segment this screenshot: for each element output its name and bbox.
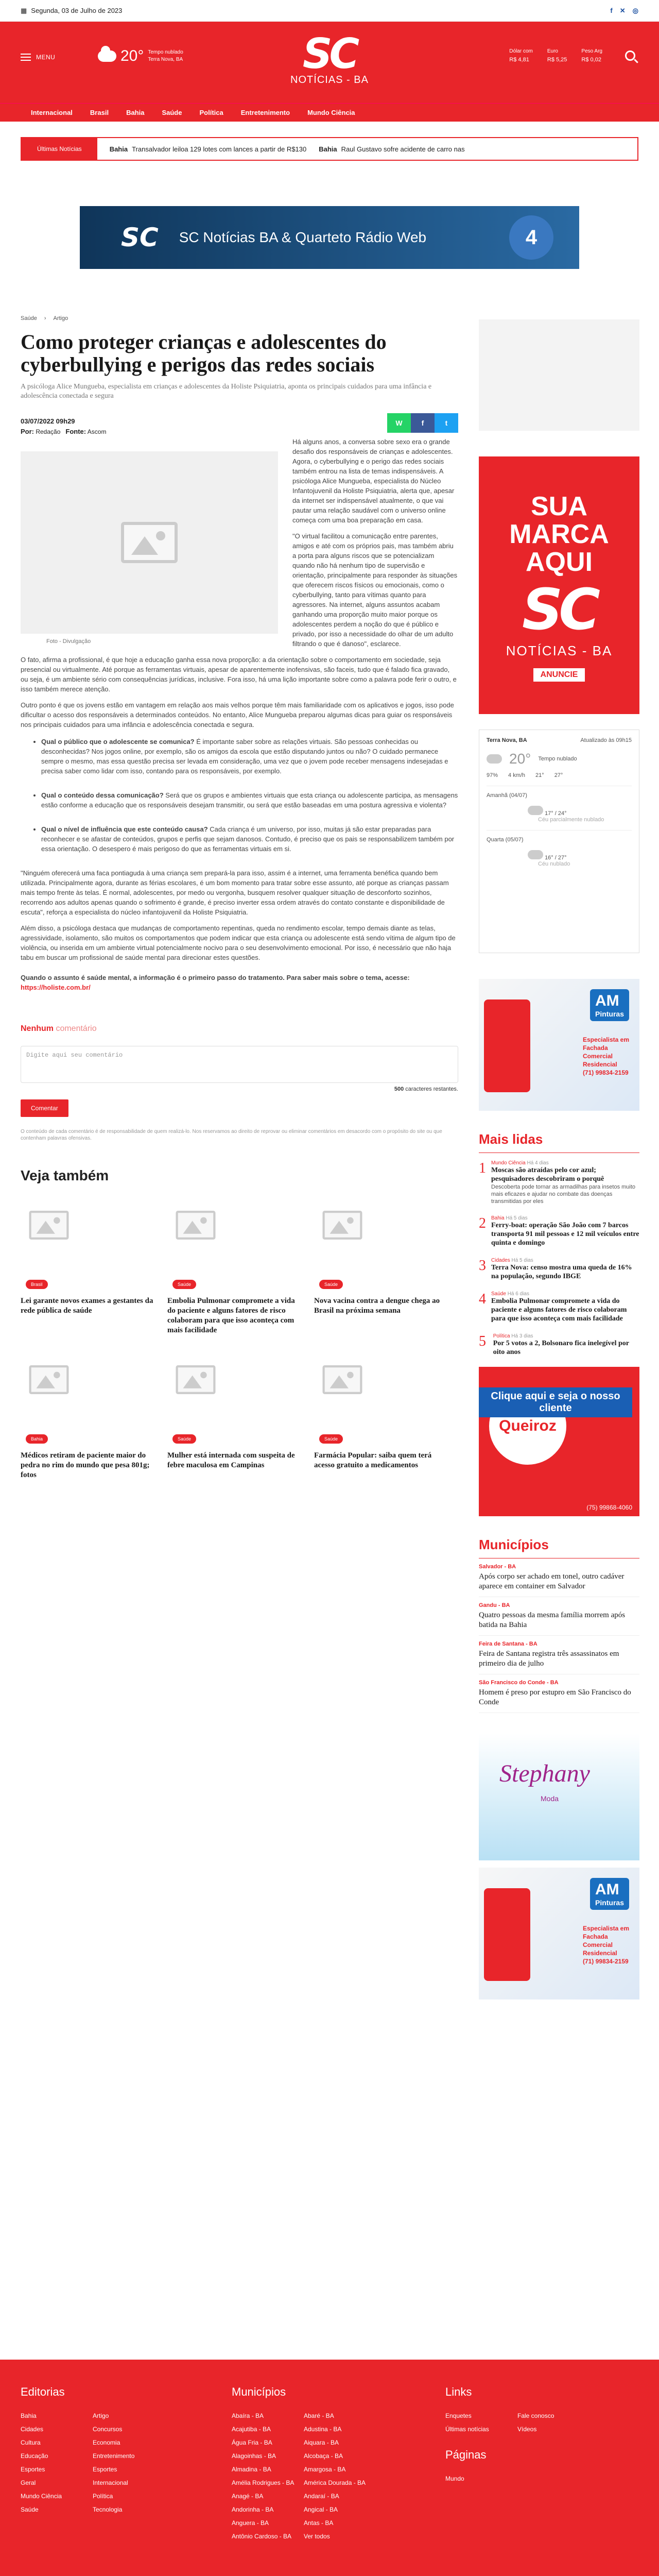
footer-link[interactable]: Cultura <box>21 2439 41 2446</box>
image-placeholder-icon <box>176 1211 216 1240</box>
instagram-icon[interactable]: ◎ <box>632 6 638 14</box>
related-card[interactable]: Saúde Farmácia Popular: saiba quem terá acesso gratuito a medicamentos <box>314 1359 450 1480</box>
footer-link[interactable]: Anguera - BA <box>232 2519 269 2527</box>
ticker-item[interactable]: Bahia Transalvador leiloa 129 lotes com lances a partir de R$130 <box>109 145 307 153</box>
list-item[interactable]: Feira de Santana - BA Feira de Santana registra três assassinatos em primeiro dia de julho <box>479 1636 639 1674</box>
image-placeholder-icon <box>29 1211 69 1240</box>
footer-link[interactable]: Amélia Rodrigues - BA <box>232 2479 294 2486</box>
nav-saude[interactable]: Saúde <box>162 109 182 116</box>
image-placeholder-icon <box>176 1365 216 1394</box>
tips-list <box>41 737 458 854</box>
footer-link[interactable]: Cidades <box>21 2426 44 2433</box>
menu-button[interactable]: MENU <box>21 54 55 61</box>
article <box>21 315 458 1480</box>
image-placeholder-icon <box>29 1365 69 1394</box>
nav-bahia[interactable]: Bahia <box>126 109 145 116</box>
article-body: Foto - Divulgação Há alguns anos, a conversa sobre sexo era o grande desafio dos responsáveis de crianças e adolescentes. Agora, o cyberbullying e o perigo das redes sociais também entrou na lista de temas indispensáveis. A psicóloga Alice Mungueba, especialista do Núcleo Infantojuvenil da Holiste Psiquiatria, alerta que, apesar da internet ser indispensável atualmente, o que vai pautar uma relação saudável com o universo online começa com uma boa preparação em casa. "O virtual facilitou a comunicação entre parentes, amigos e até com os próprios pais, mas também abriu a porta para alguns riscos que se potencializam quando não há nenhum tipo de supervisão e orientação, principalmente para responder às situações que oferecem riscos físicos ou emocionais, como o cyberbullying, tanto para vítimas quanto para agressores. Na internet, alguns assuntos acabam ganhando uma proporção muito maior porque os adolescentes perdem a noção do que é público e privado, por isso a necessidade do olhar de um adulto filtrando o que é danoso", esclarece. O fato, afirma a profissional, é que hoje a educação ganha essa nova proporção: a da orientação sobre o comportamento em sociedade, seja presencial ou virtualmente. Até porque as ferramentas virtuais, apesar de aparentemente inofensivas, são faceis, tudo que é falado fica gravado, ou seja, é um ambiente sério com consequências jurídicas, inclusive. Fora isso, há uma lição importante sobre como a palavra pode ferir o outro, e isso também merece atenção. Outro ponto é que os jovens estão em vantagem em relação aos mais velhos porque têm mais familiaridade com os aplicativos e jogos, isso pode dificultar o acesso dos responsáveis a determinados conteúdos. No entanto, Alice Mungueba preparou algumas dicas para guiar os responsáveis nos principais cuidados para uma infância e adolescência conectada e segura. • Qual o público que o adolescente se comunica? É importante saber sobre as relações virtuais. São pessoas conhecidas ou desconhecidas? Nos jogos online, por exemplo, são os amigos da escola que estão disputando juntos ou não? O cuidado permanece sempre o mesmo, mas essa questão precisa ser levada em consideração, uma vez que o jovem pode receber mensagens indesejadas e precisa saber como lidar com isso, contando para os responsáveis, por exemplo. • Qual o conteúdo dessa comunicação? Será que os grupos e ambientes virtuais que esta criança ou adolescente participa, as mensagens estão conforme a educação que os responsáveis desejam transmitir, ou será que estão baseadas em uma postura agressiva e violenta? • Qual o nível de influência que este conteúdo causa? Cada criança é um universo, por isso, muitas já são estar preparadas para reconhecer e se afastar de conteúdos, grupos e perfis que sejam danosos. Contudo, é preciso que os pais se responsabilizem também por essa orientação. O desespero é mais perigoso do que as ferramentas virtuais em si. "Ninguém oferecerá uma faca pontiaguda à uma criança sem prepará-la para isso, assim é a internet, uma ferramenta benéfica quando bem utilizada. Principalmente agora, durante as férias escolares, é um bom momento para tratar sobre esse assunto, até porque as crianças passam mais tempo frente às telas. É normal, adolescentes, por medo ou vergonha, busquem resolver qualquer situação de desconforto sozinhos, recorrendo aos adultos apenas quando o sofrimento é grande, é preciso inverter essa ordem através do contato constante e disponibilidade de escuta", reforça a especialista do núcleo infantojuvenil da Holiste Psiquiatria. Além disso, a psicóloga destaca que mudanças de comportamento repentinas, queda no rendimento escolar, tempo demais diante as telas, agressividade, isolamento, são muitos os comportamentos que podem indicar que esta criança ou adolescente está sendo vítima de algum tipo de violência, ou inserida em um ambiente virtual potencialmente nocivo para o seu desenvolvimento emocional. Por isso, é necessário que não haja tabu em buscar um profissional de saúde mental para direcionar estes questões. Quando o assunto é saúde mental, a informação é o primeiro passo do tratamento. Para saber mais sobre o tema, acesse: https://holiste.com.br/ <box>21 437 458 992</box>
location-icon: Terra Nova, BA <box>487 737 527 743</box>
nav-brasil[interactable]: Brasil <box>90 109 109 116</box>
ticker-item[interactable]: Bahia Raul Gustavo sofre acidente de carro nas <box>319 145 465 153</box>
sidebar-ad-am-pinturas[interactable]: AM Pinturas Especialista em Fachada Comercial Residencial (71) 99834-2159 <box>479 979 639 1111</box>
footer-link[interactable]: Água Fria - BA <box>232 2439 272 2446</box>
currency-rates <box>509 47 602 64</box>
footer-link[interactable]: Vídeos <box>517 2426 537 2433</box>
twitter-share-icon[interactable]: t <box>435 413 458 433</box>
header-weather[interactable]: 20° Tempo nublado Terra Nova, BA <box>98 47 183 65</box>
nav-politica[interactable]: Política <box>199 109 223 116</box>
list-item[interactable]: São Francisco do Conde - BA Homem é preso por estupro em São Francisco do Conde <box>479 1674 639 1713</box>
facebook-icon[interactable]: f <box>610 6 613 14</box>
list-item[interactable]: 1 Mundo Ciência Há 4 dias Moscas são atraídas pelo cor azul; pesquisadores descobriram o porquê Descoberta pode tornar as armadilhas para insetos muito mais eficazes e ajudar no combate das doenças transmitidas por eles <box>479 1160 636 1205</box>
comments-heading: Nenhum comentário <box>21 1024 97 1033</box>
list-item: • Qual o conteúdo dessa comunicação? Será que os grupos e ambientes virtuais que esta criança ou adolescente participa, as mensagens estão conforme a educação que os responsáveis desejam transmitir, ou será que estão baseadas em uma postura agressiva e violenta? <box>41 790 458 810</box>
cloud-icon <box>98 50 116 62</box>
sidebar-ad-am-pinturas-2[interactable]: AM Pinturas Especialista em Fachada Comercial Residencial (71) 99834-2159 <box>479 1868 639 1999</box>
footer-link[interactable]: Esportes <box>93 2466 117 2473</box>
category-nav <box>0 103 659 122</box>
comment-input[interactable]: Digite aqui seu comentário <box>21 1046 458 1083</box>
paint-roller-icon <box>484 999 530 1092</box>
news-ticker <box>21 137 638 161</box>
sidebar-ad-queiroz[interactable]: Queiroz Clique aqui e seja o nosso cliente (75) 99868-4060 <box>479 1367 639 1516</box>
footer-link[interactable]: Artigo <box>93 2412 109 2419</box>
footer-link[interactable]: Tecnologia <box>93 2506 123 2513</box>
footer-link[interactable]: Abaíra - BA <box>232 2412 264 2419</box>
nav-mundo-ciencia[interactable]: Mundo Ciência <box>307 109 355 116</box>
footer-link[interactable]: Alagoinhas - BA <box>232 2452 276 2460</box>
twitter-icon[interactable]: ✕ <box>619 6 626 14</box>
comment-button[interactable]: Comentar <box>21 1099 68 1117</box>
footer-link[interactable]: Concursos <box>93 2426 123 2433</box>
footer-link[interactable]: Amargosa - BA <box>304 2466 346 2473</box>
image-placeholder-icon <box>121 522 178 563</box>
footer-link[interactable]: Andorinha - BA <box>232 2506 274 2513</box>
search-icon[interactable] <box>625 50 635 61</box>
comment-disclaimer: O conteúdo de cada comentário é de responsabilidade de quem realizá-lo. Nos reservamos ao direito de reprovar ou eliminar comentários em desacordo com o propósito do site ou que contenham palavras ofensivas. <box>21 1129 442 1141</box>
footer-link[interactable]: Fale conosco <box>517 2412 554 2419</box>
share-buttons <box>387 413 458 433</box>
footer-link[interactable]: Internacional <box>93 2479 128 2486</box>
char-counter: 500 caracteres restantes. <box>394 1086 458 1092</box>
footer-link[interactable]: Enquetes <box>445 2412 472 2419</box>
top-banner-ad[interactable]: SC SC Notícias BA & Quarteto Rádio Web 4 <box>80 206 579 269</box>
calendar-icon: ▦ <box>21 6 27 14</box>
article-meta: 03/07/2022 09h29 Por: Redação Fonte: Ascom <box>21 417 107 435</box>
footer-link[interactable]: Entretenimento <box>93 2452 135 2460</box>
related-card[interactable]: Saúde Embolia Pulmonar compromete a vida do paciente e alguns fatores de risco colaboram para que isso aconteça com mais facilidade <box>167 1205 304 1335</box>
image-placeholder-icon <box>323 1365 362 1394</box>
rate-dollar: Dólar com R$ 4,81 <box>509 48 533 63</box>
footer-link[interactable]: Andaraí - BA <box>304 2493 339 2500</box>
footer-link[interactable]: Economia <box>93 2439 120 2446</box>
most-read-list <box>479 1160 639 1357</box>
list-item[interactable]: 2 Bahia Há 5 dias Ferry-boat: operação São João com 7 barcos transporta 91 mil pessoas e 12 mil veículos entre quinta e domingo <box>479 1215 639 1247</box>
footer-link[interactable]: Adustina - BA <box>304 2426 342 2433</box>
list-item[interactable]: Salvador - BA Após corpo ser achado em tonel, outro cadáver aparece em container em Salvador <box>479 1558 639 1597</box>
related-card[interactable]: Saúde Mulher está internada com suspeita de febre maculosa em Campinas <box>167 1359 304 1480</box>
nav-internacional[interactable]: Internacional <box>31 109 73 116</box>
footer-link[interactable]: Últimas notícias <box>445 2426 489 2433</box>
footer-link[interactable]: Mundo Ciência <box>21 2493 62 2500</box>
ad-placeholder <box>479 319 639 431</box>
image-placeholder-icon <box>323 1211 362 1240</box>
article-figure: Foto - Divulgação <box>21 451 278 647</box>
whatsapp-icon[interactable]: W <box>387 413 411 433</box>
footer-link[interactable]: Mundo <box>445 2475 464 2482</box>
ticker-label: Últimas Notícias <box>22 138 97 160</box>
footer-link[interactable]: Educação <box>21 2452 48 2460</box>
sidebar <box>479 319 639 1999</box>
site-header <box>0 22 659 103</box>
footer-link[interactable]: Política <box>93 2493 113 2500</box>
municipios-heading: Municípios <box>479 1537 639 1558</box>
footer-links: Links Enquetes Fale conosco Últimas notícias Vídeos Páginas Mundo <box>445 2385 589 2482</box>
related-card[interactable]: Brasil Lei garante novos exames a gestantes da rede pública de saúde <box>21 1205 157 1335</box>
footer-link[interactable]: Antônio Cardoso - BA <box>232 2533 292 2540</box>
social-links <box>610 7 638 15</box>
footer-link[interactable]: Aiquara - BA <box>304 2439 339 2446</box>
date-display: ▦ Segunda, 03 de Julho de 2023 <box>21 6 123 14</box>
related-heading: Veja também <box>21 1167 109 1183</box>
related-card[interactable]: Bahia Médicos retiram de paciente maior do pedra no rim do mundo que pesa 801g; fotos <box>21 1359 157 1480</box>
footer-link[interactable]: Ver todos <box>304 2533 330 2540</box>
list-item[interactable]: 4 Saúde Há 6 dias Embolia Pulmonar compromete a vida do paciente e alguns fatores de risco colaboram para que isso aconteça com mais facilidade <box>479 1291 627 1323</box>
footer-link[interactable]: Anagé - BA <box>232 2493 264 2500</box>
list-item[interactable]: 5 Política Há 3 dias Por 5 votos a 2, Bolsonaro fica inelegível por oito anos <box>479 1333 629 1356</box>
list-item[interactable]: Gandu - BA Quatro pessoas da mesma família morrem após batida na Bahia <box>479 1597 639 1636</box>
footer-link[interactable]: Esportes <box>21 2466 45 2473</box>
rate-peso: Peso Arg R$ 0,02 <box>581 48 602 63</box>
article-title: Como proteger crianças e adolescentes do cyberbullying e perigos das redes sociais <box>21 330 387 376</box>
breadcrumb: Saúde › Artigo <box>21 315 68 321</box>
footer-link[interactable]: Abaré - BA <box>304 2412 334 2419</box>
site-footer <box>0 2360 659 2576</box>
municipios-list <box>479 1558 639 1713</box>
footer-link[interactable]: América Dourada - BA <box>304 2479 366 2486</box>
facebook-share-icon[interactable]: f <box>411 413 435 433</box>
article-lead: A psicóloga Alice Mungueba, especialista em crianças e adolescentes da Holiste Psiquiatria, aponta os principais cuidados para uma infância e adolescência conectada e segura <box>21 383 432 400</box>
related-card[interactable]: Saúde Nova vacina contra a dengue chega ao Brasil na próxima semana <box>314 1205 450 1335</box>
footer-link[interactable]: Alcobaça - BA <box>304 2452 343 2460</box>
footer-link[interactable]: Saúde <box>21 2506 39 2513</box>
footer-link[interactable]: Geral <box>21 2479 36 2486</box>
list-item: • Qual o nível de influência que este conteúdo causa? Cada criança é um universo, por isso, muitas já são estar preparadas para reconhecer e se afastar de conteúdos, grupos e perfis que sejam danosos. Contudo, é preciso que os pais se responsabilizem também por essa orientação. O desespero é mais perigoso do que as ferramentas virtuais em si. <box>41 824 458 854</box>
paint-roller-icon <box>484 1888 530 1981</box>
footer-link[interactable]: Almadina - BA <box>232 2466 271 2473</box>
sidebar-ad-anuncie[interactable]: SUA MARCA AQUI SC NOTÍCIAS - BA ANUNCIE <box>479 456 639 714</box>
top-bar <box>0 0 659 22</box>
footer-link[interactable]: Acajutiba - BA <box>232 2426 271 2433</box>
footer-editorias: Editorias Bahia Artigo Cidades Concursos Cultura Economia Educação Entretenimento Esportes Esportes Geral Internacional Mundo Ciência Política Saúde Tecnologia <box>21 2385 165 2513</box>
radio-logo: 4 <box>509 215 553 260</box>
footer-link[interactable]: Antas - BA <box>304 2519 334 2527</box>
list-item[interactable]: 3 Cidades Há 5 dias Terra Nova: censo mostra uma queda de 16% na população, segundo IBGE <box>479 1258 632 1280</box>
cloud-icon <box>528 806 543 815</box>
list-item: • Qual o público que o adolescente se comunica? É importante saber sobre as relações virtuais. São pessoas conhecidas ou desconhecidas? Nos jogos online, por exemplo, são os amigos da escola que estão disputando juntos ou não? O cuidado permanece sempre o mesmo, mas essa questão precisa ser levada em consideração, uma vez que o jovem pode receber mensagens indesejadas e precisa saber como lidar com isso, contando para os responsáveis, por exemplo. <box>41 737 458 776</box>
cloud-icon <box>487 754 502 764</box>
cloud-icon <box>528 850 543 859</box>
hamburger-icon <box>21 54 31 61</box>
site-logo[interactable]: SC NOTÍCIAS - BA <box>290 30 369 86</box>
footer-link[interactable]: Bahia <box>21 2412 37 2419</box>
nav-entretenimento[interactable]: Entretenimento <box>240 109 290 116</box>
related-grid <box>21 1205 458 1480</box>
sidebar-ad-stephany[interactable]: Stephany Moda <box>479 1734 639 1860</box>
footer-link[interactable]: Angical - BA <box>304 2506 338 2513</box>
rate-euro: Euro R$ 5,25 <box>547 48 567 63</box>
footer-municipios: Municípios Abaíra - BA Abaré - BA Acajutiba - BA Adustina - BA Água Fria - BA Aiquara - BA Alagoinhas - BA Alcobaça - BA Almadina - BA Amargosa - BA Amélia Rodrigues - BA América Dourada - BA Anagé - BA Andaraí - BA Andorinha - BA Angical - BA Anguera - BA Antas - BA Antônio Cardoso - BA Ver todos <box>232 2385 376 2540</box>
most-read-heading: Mais lidas <box>479 1131 639 1153</box>
weather-widget: Terra Nova, BA Atualizado às 09h15 20° Tempo nublado 97% 4 km/h 21° 27° Amanhã (04/07) 17° / 24° Céu parcialmente nublado Quarta (05/07) 16° / 27° Céu nublado <box>479 730 639 953</box>
external-link[interactable]: https://holiste.com.br/ <box>21 984 91 991</box>
